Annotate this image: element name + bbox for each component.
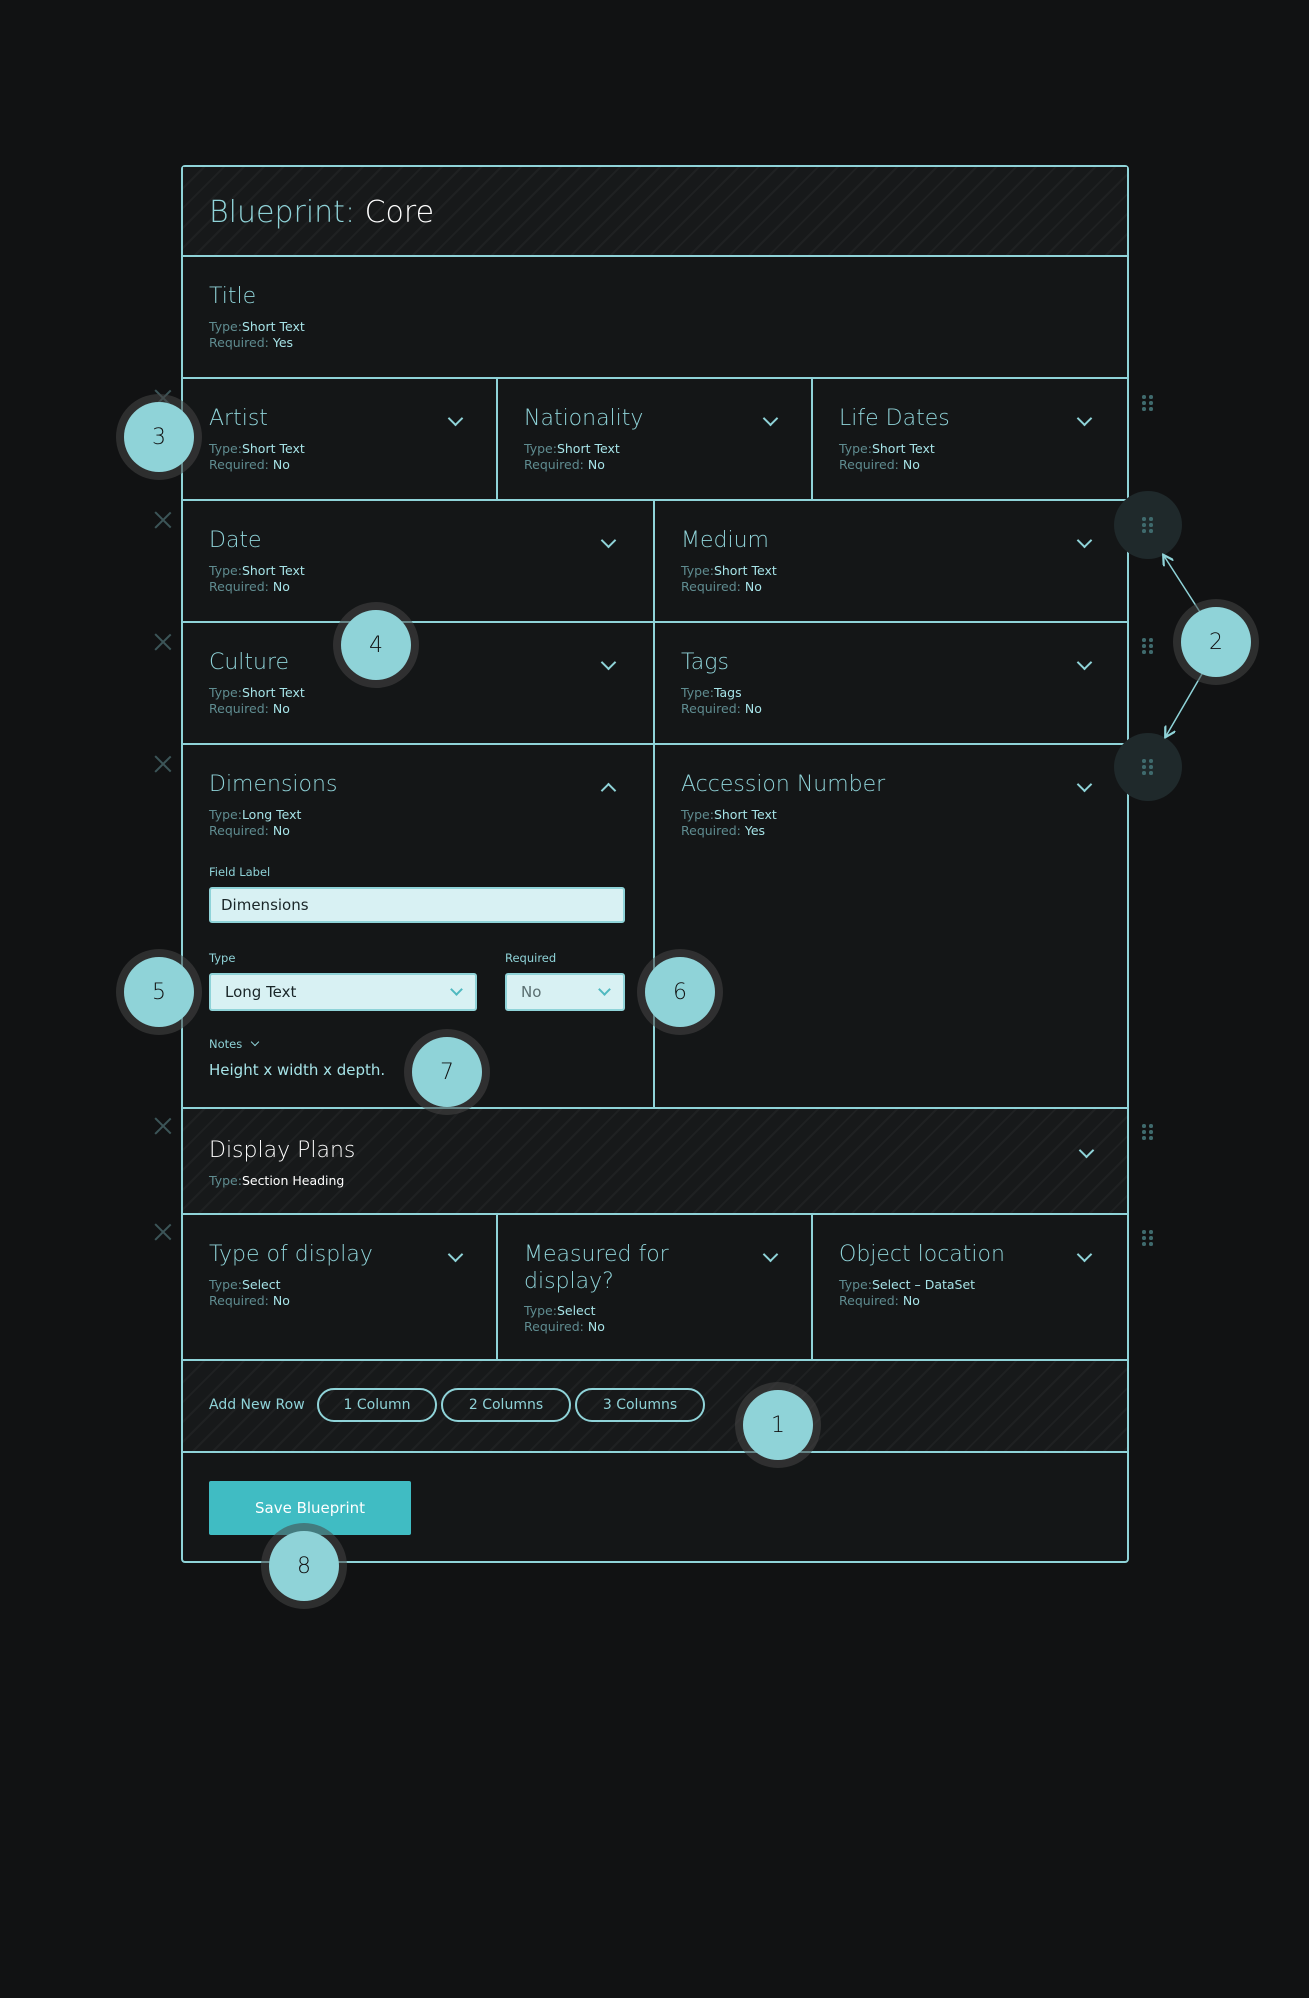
field-name: Tags [681, 650, 729, 675]
field-name: Dimensions [209, 772, 338, 797]
field-name: Title [209, 284, 257, 309]
field-label-caption: Field Label [209, 865, 271, 879]
field-meta: Type:Short Text Required: No [524, 441, 620, 472]
field-name: Culture [209, 650, 290, 675]
field-meta: Type:Long Text Required: No [209, 807, 302, 838]
type-select-value: Long Text [225, 983, 297, 1001]
add-1-column-button[interactable]: 1 Column [317, 1388, 437, 1422]
field-meta: Type:Select – DataSet Required: No [839, 1277, 976, 1308]
field-name: Medium [681, 528, 769, 553]
field-name: Life Dates [839, 406, 950, 431]
field-meta: Type:Short Text Required: Yes [681, 807, 777, 838]
page-title-name: Core [364, 195, 435, 230]
field-meta: Type:Short Text Required: No [681, 563, 777, 594]
required-select-value: No [521, 983, 542, 1001]
callout-badge-7: 7 [412, 1037, 482, 1107]
callout-badge-6: 6 [645, 957, 715, 1027]
field-meta: Type:Section Heading [209, 1173, 345, 1188]
field-meta: Type:Select Required: No [524, 1303, 605, 1334]
add-2-columns-button[interactable]: 2 Columns [441, 1388, 571, 1422]
callout-badge-8: 8 [269, 1531, 339, 1601]
notes-text: Height x width x depth. [209, 1061, 386, 1079]
field-name: Nationality [524, 406, 644, 431]
type-caption: Type [209, 951, 236, 965]
field-name: Accession Number [681, 772, 886, 797]
save-blueprint-button[interactable]: Save Blueprint [209, 1481, 411, 1535]
field-meta: Type:Short Text Required: No [209, 685, 305, 716]
field-meta: Type:Select Required: No [209, 1277, 290, 1308]
field-meta: Type:Short Text Required: Yes [209, 319, 305, 350]
field-meta: Type:Short Text Required: No [209, 441, 305, 472]
required-caption: Required [505, 951, 557, 965]
page-title-prefix: Blueprint: [209, 195, 356, 230]
field-meta: Type:Short Text Required: No [209, 563, 305, 594]
callout-badge-5: 5 [124, 957, 194, 1027]
field-name: Type of display [209, 1242, 373, 1267]
section-heading-title: Display Plans [209, 1138, 356, 1163]
add-new-row-label: Add New Row [209, 1397, 305, 1413]
field-name: Measured for display? [524, 1242, 669, 1294]
field-meta: Type:Short Text Required: No [839, 441, 935, 472]
add-3-columns-button[interactable]: 3 Columns [575, 1388, 705, 1422]
callout-badge-2: 2 [1181, 607, 1251, 677]
callout-badge-1: 1 [743, 1390, 813, 1460]
field-label-value: Dimensions [221, 896, 309, 914]
field-name: Object location [839, 1242, 1005, 1267]
notes-caption: Notes [209, 1037, 243, 1051]
callout-badge-3: 3 [124, 402, 194, 472]
field-name: Date [209, 528, 262, 553]
callout-badge-4: 4 [341, 610, 411, 680]
field-meta: Type:Tags Required: No [681, 685, 762, 716]
field-name: Artist [209, 406, 268, 431]
